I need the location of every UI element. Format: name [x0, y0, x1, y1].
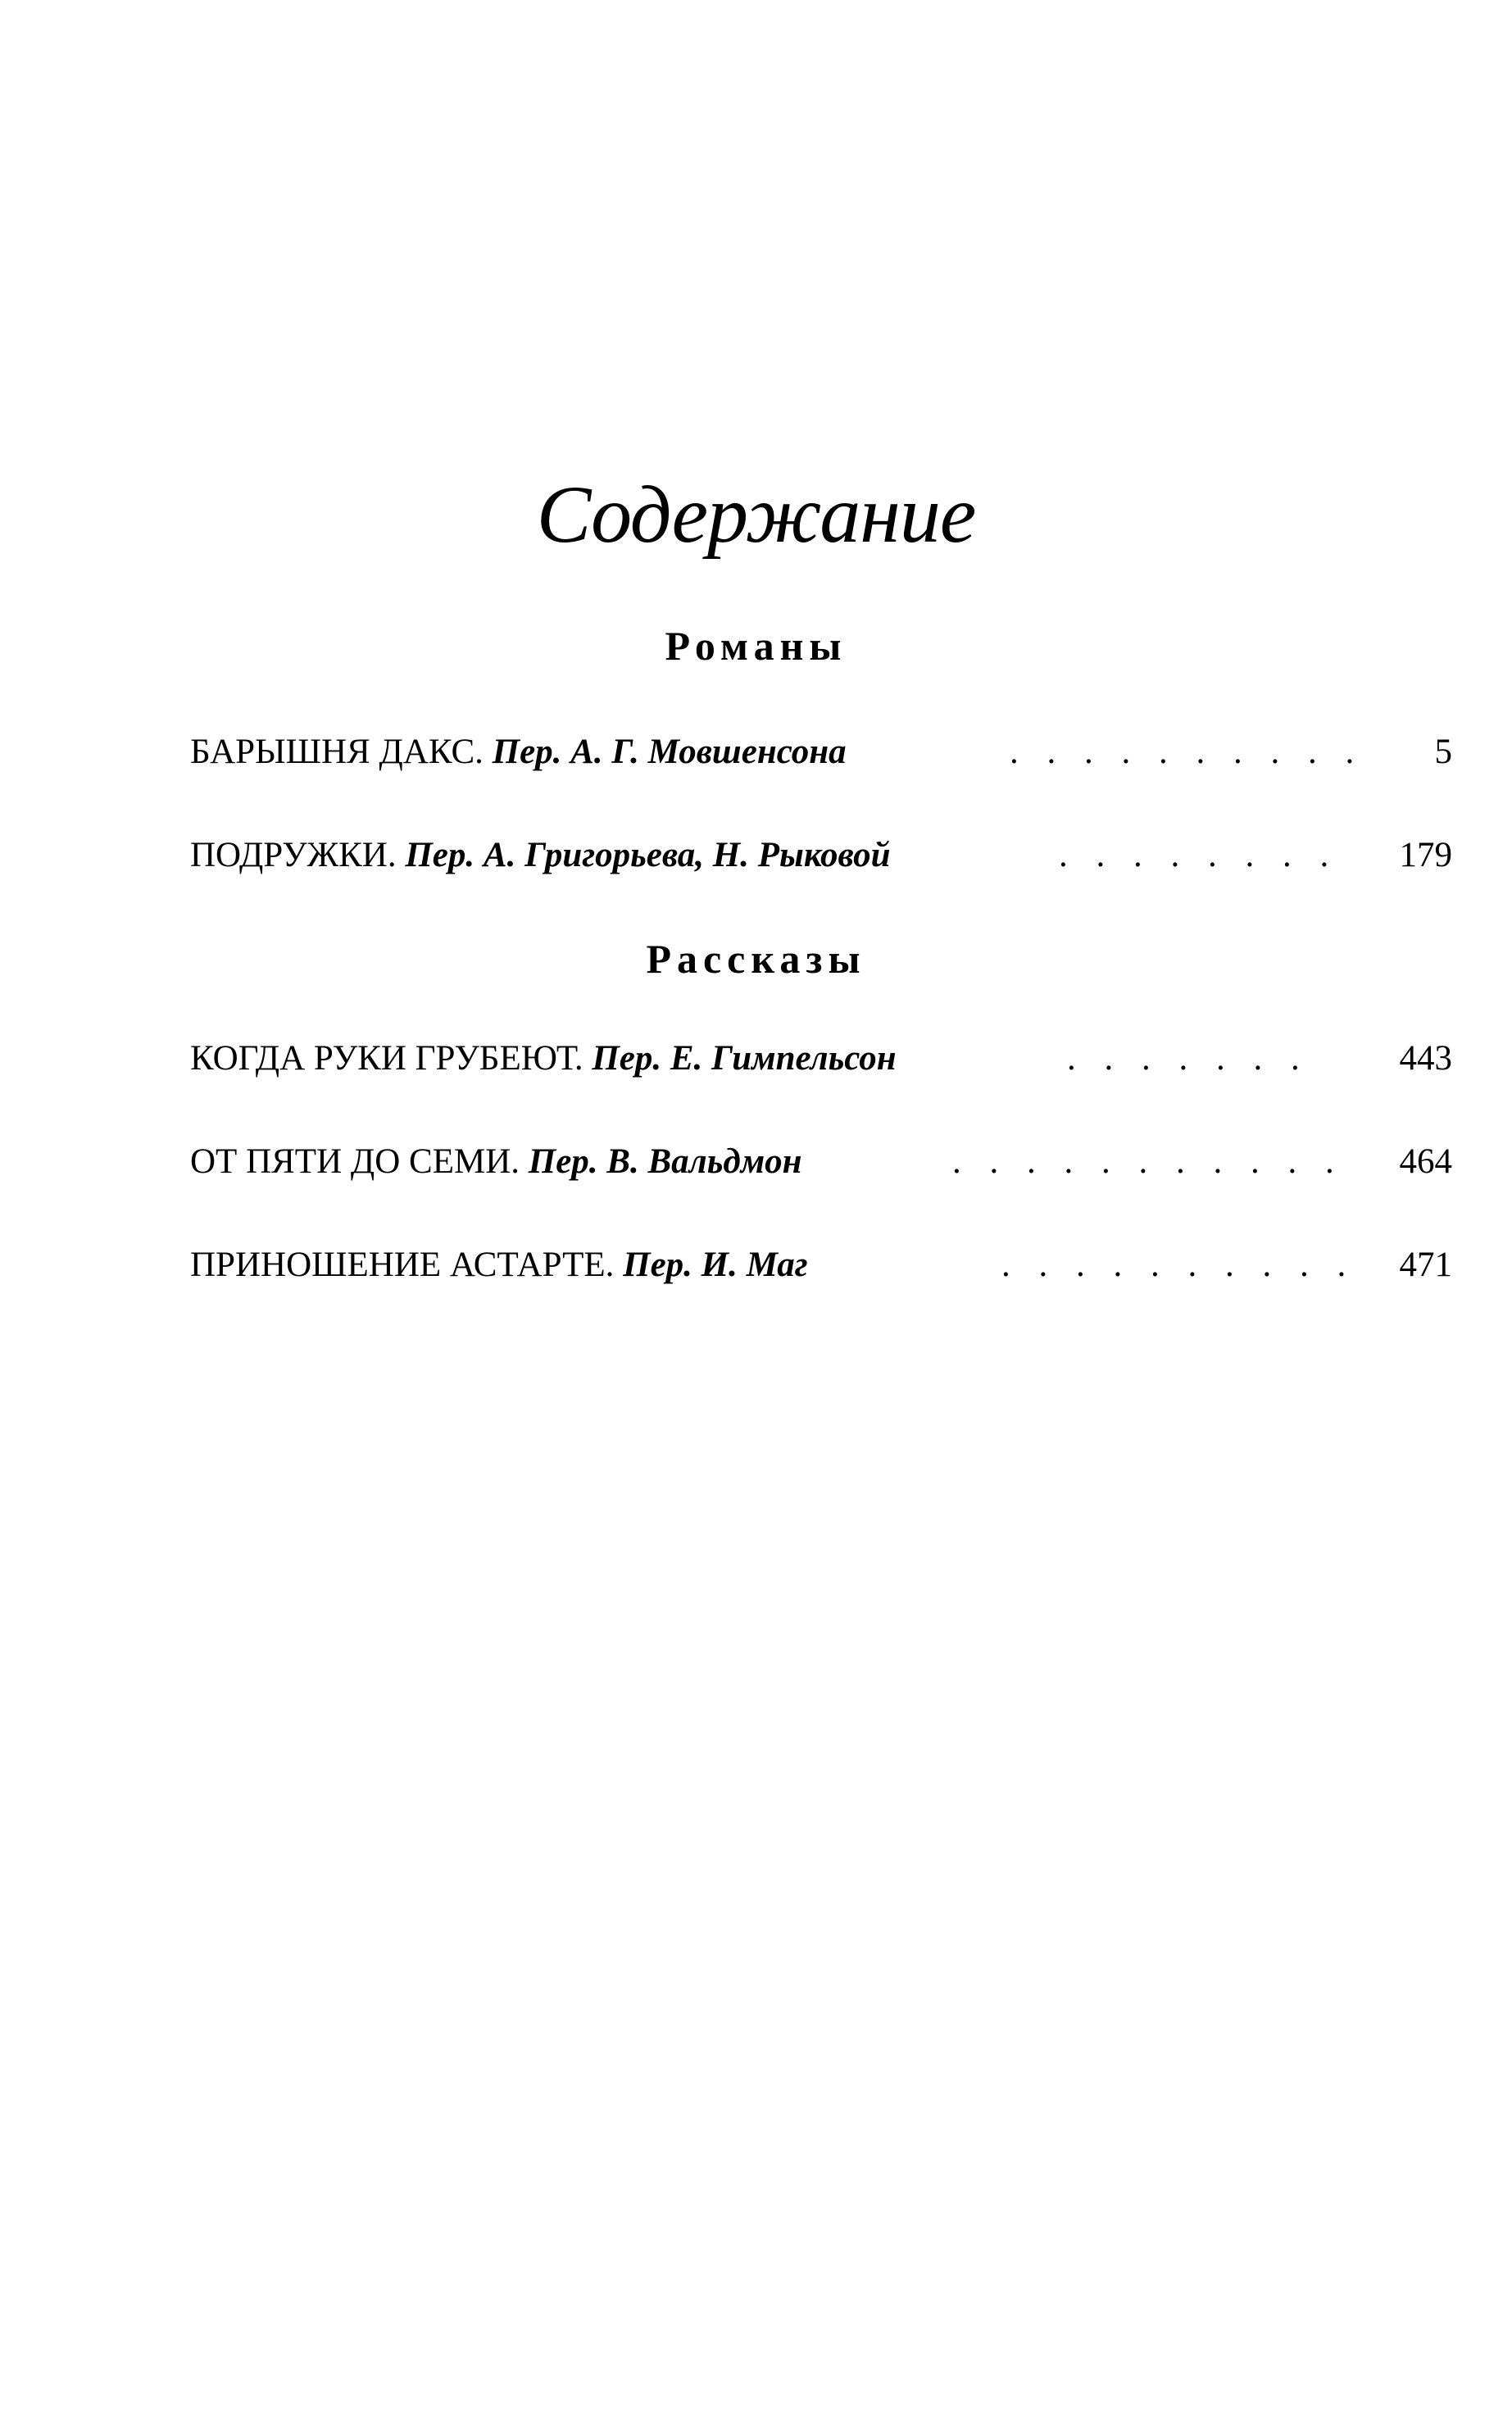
toc-entry-text [190, 1241, 808, 1290]
section-heading-novels: Романы [665, 623, 847, 669]
section-heading-stories: Рассказы [646, 936, 866, 982]
toc-entry-text [190, 1137, 802, 1187]
toc-entry-text [190, 831, 891, 880]
toc-entry [190, 1034, 1452, 1083]
toc-entry-translator: Пер. Е. Гимпельсон [592, 1039, 897, 1078]
toc-dot-leader: . . . . . . . . [1059, 836, 1339, 874]
toc-dot-leader: . . . . . . . . . . . [952, 1142, 1344, 1181]
toc-entry-translator: Пер. А. Григорьева, Н. Рыковой [405, 836, 891, 874]
toc-entry-title: КОГДА РУКИ ГРУБЕЮТ. [190, 1039, 583, 1078]
toc-page-number: 5 [1434, 733, 1452, 771]
toc-entry-text [190, 728, 847, 777]
toc-dot-leader: . . . . . . . . . . [1001, 1246, 1356, 1284]
toc-dot-leader: . . . . . . . [1067, 1039, 1310, 1078]
toc-entry-title: БАРЫШНЯ ДАКС. [190, 733, 484, 771]
toc-page-number: 443 [1399, 1039, 1452, 1078]
page-title: Содержание [536, 469, 976, 560]
toc-page-number: 179 [1399, 836, 1452, 874]
toc-entry [190, 728, 1452, 777]
toc-entry-translator: Пер. А. Г. Мовшенсона [492, 733, 847, 771]
toc-entry-title: ПОДРУЖКИ. [190, 836, 397, 874]
toc-entry [190, 1137, 1452, 1187]
toc-entry-translator: Пер. В. Вальдмон [528, 1142, 802, 1181]
toc-entry-title: ПРИНОШЕНИЕ АСТАРТЕ. [190, 1246, 615, 1284]
toc-entry-text [190, 1034, 897, 1083]
toc-page-number: 464 [1399, 1142, 1452, 1181]
toc-entry [190, 1241, 1452, 1290]
toc-entry-title: ОТ ПЯТИ ДО СЕМИ. [190, 1142, 520, 1181]
toc-entry [190, 831, 1452, 880]
toc-page-number: 471 [1399, 1246, 1452, 1284]
toc-entry-translator: Пер. И. Маг [623, 1246, 808, 1284]
toc-dot-leader: . . . . . . . . . . [1010, 733, 1364, 771]
